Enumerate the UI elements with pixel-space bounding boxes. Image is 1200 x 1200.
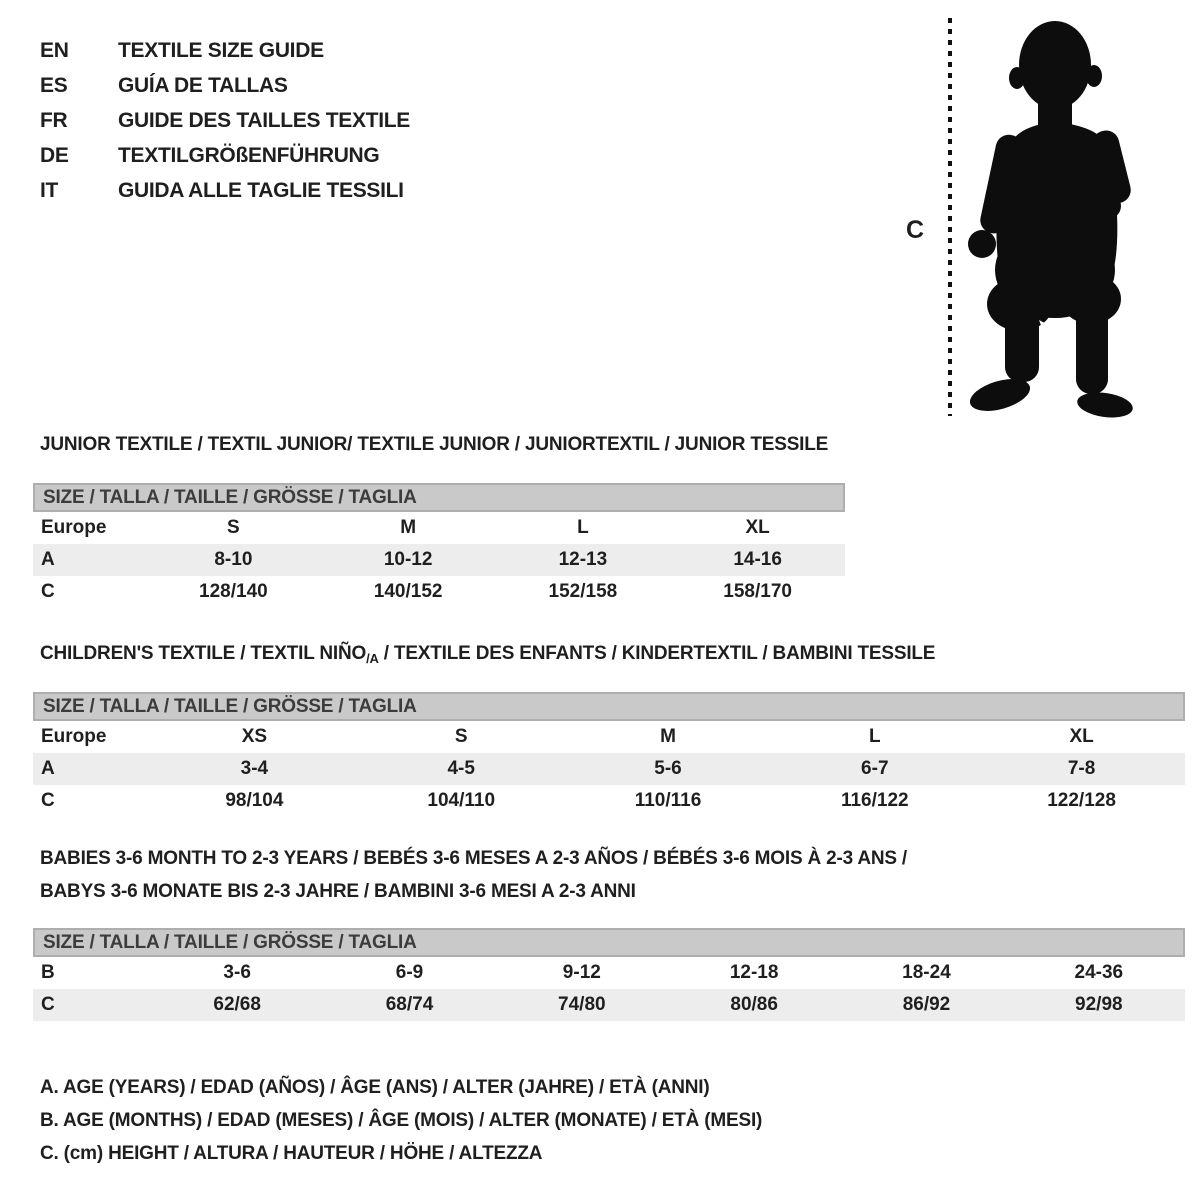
size-cell: L xyxy=(868,726,881,747)
children-heading-text: / TEXTILE DES ENFANTS / KINDERTEXTIL / BAMBINI TESSILE xyxy=(378,643,936,664)
language-row-de xyxy=(40,138,410,173)
months-cell: 24-36 xyxy=(1074,962,1124,983)
toddler-silhouette-image xyxy=(958,18,1142,418)
language-row-es xyxy=(40,68,410,103)
months-cell: 9-12 xyxy=(562,962,601,983)
guide-title-de: TEXTILGRÖßENFÜHRUNG xyxy=(118,143,380,167)
height-cell: 62/68 xyxy=(213,994,261,1015)
height-cell: 158/170 xyxy=(723,581,792,602)
months-cell: 18-24 xyxy=(902,962,951,983)
height-cell: 104/110 xyxy=(427,790,496,811)
legend-height-cm: C. (cm) HEIGHT / ALTURA / HAUTEUR / HÖHE / ALTEZZA xyxy=(40,1143,543,1164)
babies-section-heading-line2: BABYS 3-6 MONATE BIS 2-3 JAHRE / BAMBINI 3-6 MESI A 2-3 ANNI xyxy=(40,881,636,902)
age-cell: 12-13 xyxy=(558,549,608,570)
size-header-bar: SIZE / TALLA / TAILLE / GRÖSSE / TAGLIA xyxy=(33,483,845,512)
age-cell: 5-6 xyxy=(654,758,682,779)
size-cell: XL xyxy=(1069,726,1094,747)
months-cell: 12-18 xyxy=(729,962,779,983)
height-cell: 80/86 xyxy=(730,994,778,1015)
row-label: C xyxy=(41,994,55,1015)
size-cell: L xyxy=(577,517,589,538)
row-label: A xyxy=(41,549,55,570)
size-cell: M xyxy=(400,517,417,538)
row-label: B xyxy=(41,962,55,983)
row-label: Europe xyxy=(41,726,107,747)
age-cell: 14-16 xyxy=(733,549,782,570)
row-label: A xyxy=(41,758,55,779)
size-header-bar: SIZE / TALLA / TAILLE / GRÖSSE / TAGLIA xyxy=(33,692,1185,721)
table-row-height xyxy=(33,576,845,608)
row-label: C xyxy=(41,790,55,811)
babies-size-table xyxy=(33,928,1185,1021)
age-cell: 8-10 xyxy=(214,549,253,570)
age-cell: 3-4 xyxy=(240,758,269,779)
language-row-en xyxy=(40,33,410,68)
guide-title-es: GUÍA DE TALLAS xyxy=(118,73,288,97)
children-heading-text: CHILDREN'S TEXTILE / TEXTIL NIÑO xyxy=(40,643,367,664)
table-row-months xyxy=(33,957,1185,989)
age-cell: 6-7 xyxy=(861,758,889,779)
height-cell: 116/122 xyxy=(840,790,909,811)
age-cell: 10-12 xyxy=(383,549,433,570)
size-cell: M xyxy=(660,726,676,747)
row-label: C xyxy=(41,581,55,602)
language-code: FR xyxy=(40,108,68,132)
language-row-fr xyxy=(40,103,410,138)
height-cell: 74/80 xyxy=(558,994,606,1015)
children-section-heading xyxy=(40,643,935,666)
size-cell: S xyxy=(454,726,468,747)
children-size-table xyxy=(33,692,1185,817)
height-cell: 86/92 xyxy=(902,994,951,1015)
babies-section-heading-line1: BABIES 3-6 MONTH TO 2-3 YEARS / BEBÉS 3-6 MESES A 2-3 AÑOS / BÉBÉS 3-6 MOIS À 2-3 ANS / xyxy=(40,848,908,869)
junior-section-heading: JUNIOR TEXTILE / TEXTIL JUNIOR/ TEXTILE JUNIOR / JUNIORTEXTIL / JUNIOR TESSILE xyxy=(40,434,829,455)
language-code: ES xyxy=(40,73,68,97)
height-cell: 68/74 xyxy=(385,994,434,1015)
table-row-height xyxy=(33,785,1185,817)
row-label: Europe xyxy=(41,517,107,538)
height-cell: 140/152 xyxy=(373,581,443,602)
size-header-bar: SIZE / TALLA / TAILLE / GRÖSSE / TAGLIA xyxy=(33,928,1185,957)
table-row-europe xyxy=(33,721,1185,753)
legend-age-years: A. AGE (YEARS) / EDAD (AÑOS) / ÂGE (ANS) / ALTER (JAHRE) / ETÀ (ANNI) xyxy=(40,1077,710,1098)
guide-title-en: TEXTILE SIZE GUIDE xyxy=(118,38,324,62)
language-code: EN xyxy=(40,38,69,62)
language-code: DE xyxy=(40,143,69,167)
months-cell: 3-6 xyxy=(223,962,251,983)
table-row-height xyxy=(33,989,1185,1021)
height-dashed-line xyxy=(948,18,952,416)
table-row-age xyxy=(33,544,845,576)
table-row-europe xyxy=(33,512,845,544)
language-code: IT xyxy=(40,178,59,202)
size-cell: XS xyxy=(241,726,268,747)
children-heading-subscript: /A xyxy=(366,651,379,666)
language-row-it xyxy=(40,173,410,208)
age-cell: 7-8 xyxy=(1067,758,1096,779)
months-cell: 6-9 xyxy=(395,962,424,983)
measurement-legend xyxy=(40,1071,762,1170)
height-cell: 152/158 xyxy=(548,581,618,602)
size-cell: XL xyxy=(745,517,770,538)
size-cell: S xyxy=(227,517,240,538)
guide-title-it: GUIDA ALLE TAGLIE TESSILI xyxy=(118,178,404,202)
height-cell: 110/116 xyxy=(634,790,702,811)
language-title-list xyxy=(40,33,410,208)
height-cell: 92/98 xyxy=(1075,994,1123,1015)
height-cell: 122/128 xyxy=(1047,790,1116,811)
legend-age-months: B. AGE (MONTHS) / EDAD (MESES) / ÂGE (MOIS) / ALTER (MONATE) / ETÀ (MESI) xyxy=(40,1110,763,1131)
guide-title-fr: GUIDE DES TAILLES TEXTILE xyxy=(118,108,410,132)
table-row-age xyxy=(33,753,1185,785)
junior-size-table xyxy=(33,483,845,608)
height-cell: 98/104 xyxy=(225,790,284,811)
height-measure-label: C xyxy=(906,216,925,244)
height-cell: 128/140 xyxy=(199,581,268,602)
age-cell: 4-5 xyxy=(447,758,475,779)
